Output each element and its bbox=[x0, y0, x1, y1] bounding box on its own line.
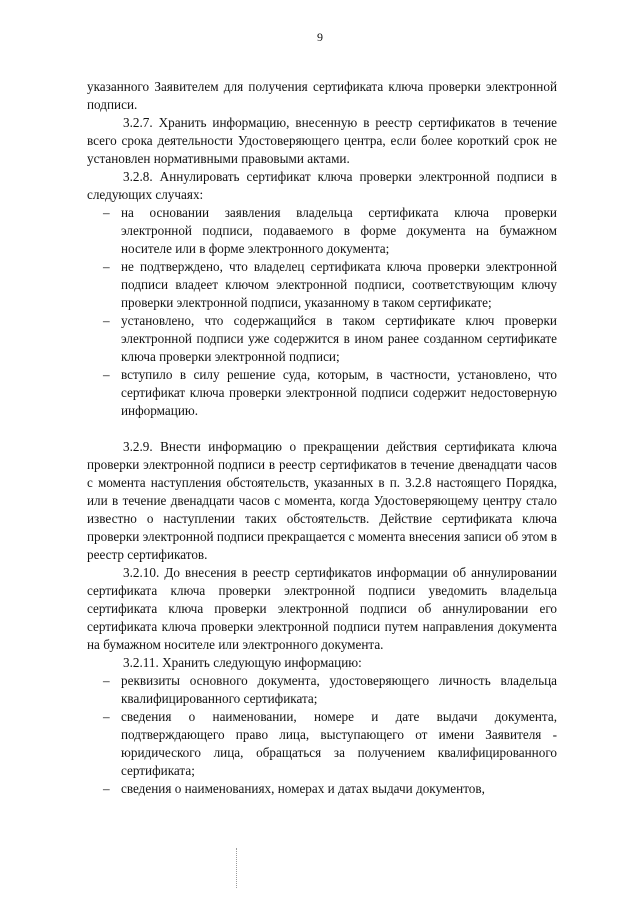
dash-bullet: – bbox=[103, 205, 110, 220]
dash-bullet: – bbox=[103, 673, 110, 688]
list-item-text: не подтверждено, что владелец сертификата ключа проверки электронной подписи владеет ключом электронной подписи, соответствующим ключу проверки электронной подписи, указанному в таком сертификате; bbox=[121, 259, 557, 310]
dash-bullet: – bbox=[103, 313, 110, 328]
clause-3-2-8-list bbox=[87, 204, 557, 420]
clause-3-2-10: 3.2.10. До внесения в реестр сертификатов информации об аннулировании сертификата ключа проверки электронной подписи уведомить владельца сертификата ключа проверки электронной подписи об аннулировании его сертификата ключа проверки электронной подписи путем направления документа на бумажном носителе или электронного документа. bbox=[87, 565, 557, 652]
clause-3-2-11-list bbox=[87, 672, 557, 798]
list-item-text: вступило в силу решение суда, которым, в частности, установлено, что сертификат ключа проверки электронной подписи содержит недостоверную информацию. bbox=[121, 367, 557, 418]
dash-bullet: – bbox=[103, 781, 110, 796]
list-item-text: сведения о наименованиях, номерах и датах выдачи документов, bbox=[121, 781, 485, 796]
clause-3-2-8: 3.2.8. Аннулировать сертификат ключа проверки электронной подписи в следующих случаях: bbox=[87, 169, 557, 202]
list-item bbox=[87, 366, 557, 420]
dash-bullet: – bbox=[103, 259, 110, 274]
dash-bullet: – bbox=[103, 709, 110, 724]
list-item-text: реквизиты основного документа, удостоверяющего личность владельца квалифицированного сертификата; bbox=[121, 673, 557, 706]
list-item bbox=[87, 312, 557, 366]
list-item-text: установлено, что содержащийся в таком сертификате ключ проверки электронной подписи уже содержится в ином ранее созданном сертификате ключа проверки электронной подписи; bbox=[121, 313, 557, 364]
page-number: 9 bbox=[317, 30, 323, 44]
list-item bbox=[87, 672, 557, 708]
clause-3-2-11: 3.2.11. Хранить следующую информацию: bbox=[123, 655, 362, 670]
clause-3-2-7: 3.2.7. Хранить информацию, внесенную в реестр сертификатов в течение всего срока деятельности Удостоверяющего центра, если более короткий срок не установлен нормативными правовыми актами. bbox=[87, 115, 557, 166]
list-item bbox=[87, 204, 557, 258]
list-item-text: на основании заявления владельца сертификата ключа проверки электронной подписи, подаваемого в форме документа на бумажном носителе или в форме электронного документа; bbox=[121, 205, 557, 256]
document-body bbox=[87, 78, 557, 798]
list-item bbox=[87, 258, 557, 312]
list-item bbox=[87, 780, 557, 798]
list-item-text: сведения о наименовании, номере и дате выдачи документа, подтверждающего право лица, выступающего от имени Заявителя - юридического лица, обращаться за получением квалифицированного сертификата; bbox=[121, 709, 557, 778]
scan-fold-line bbox=[236, 848, 237, 888]
intro-paragraph: указанного Заявителем для получения сертификата ключа проверки электронной подписи. bbox=[87, 79, 557, 112]
dash-bullet: – bbox=[103, 367, 110, 382]
clause-3-2-9: 3.2.9. Внести информацию о прекращении действия сертификата ключа проверки электронной подписи в реестр сертификатов в течение двенадцати часов с момента наступления обстоятельств, указанных в п. 3.2.8 настоящего Порядка, или в течение двенадцати часов с момента, когда Удостоверяющему центру стало известно о наступлении таких обстоятельств. Действие сертификата ключа проверки электронной подписи прекращается с момента внесения записи об этом в реестр сертификатов. bbox=[87, 439, 557, 562]
list-item bbox=[87, 708, 557, 780]
